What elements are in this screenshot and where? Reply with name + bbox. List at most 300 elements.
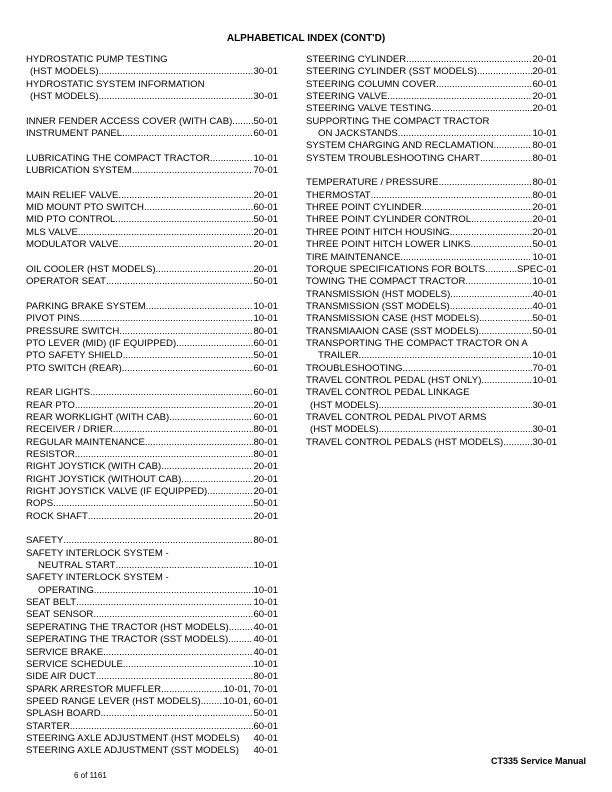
index-entry-text: REAR WORKLIGHT (WITH CAB)	[26, 411, 170, 423]
index-gap	[26, 375, 278, 387]
index-entry	[26, 128, 278, 140]
index-entry	[26, 363, 278, 375]
index-entry-page: 10-01	[253, 597, 278, 609]
index-entry	[306, 375, 557, 387]
index-entry-text: MAIN RELIEF VALVE	[26, 189, 119, 201]
index-entry-text: INSTRUMENT PANEL	[26, 128, 123, 140]
dot-leader	[422, 202, 533, 214]
index-entry	[26, 572, 278, 584]
index-entry	[26, 597, 278, 609]
index-entry-text: TRANSMISSION (HST MODELS)	[306, 288, 451, 300]
index-entry-page: 30-01	[253, 91, 278, 103]
index-entry-page: 10-01, 60-01	[223, 695, 278, 707]
index-entry-text: RIGHT JOYSTICK VALVE (IF EQUIPPED)	[26, 486, 208, 498]
index-entry	[26, 659, 278, 671]
dot-leader	[436, 79, 532, 91]
index-entry-text: ROCK SHAFT	[26, 510, 88, 522]
index-entry-text: SPLASH BOARD	[26, 708, 101, 720]
dot-leader	[239, 745, 254, 757]
index-entry-page: 60-01	[253, 387, 278, 399]
index-entry-text: THREE POINT HITCH HOUSING	[306, 226, 450, 238]
index-entry-text: TRAVEL CONTROL PEDAL LINKAGE	[306, 387, 470, 399]
index-entry-text: SERVICE SCHEDULE	[26, 658, 123, 670]
index-entry-page: 70-01	[532, 362, 557, 374]
index-entry-text: STARTER	[26, 720, 70, 732]
index-entry	[26, 684, 278, 696]
index-entry-text: SYSTEM CHARGING AND RECLAMATION	[306, 140, 494, 152]
index-entry	[26, 313, 278, 325]
dot-leader	[465, 276, 532, 288]
index-entry	[26, 79, 278, 91]
index-entry	[26, 190, 278, 202]
dot-leader	[481, 375, 532, 387]
index-entry-text: PARKING BRAKE SYSTEM	[26, 300, 146, 312]
dot-leader	[503, 437, 532, 449]
index-entry-text: SEAT SENSOR	[26, 609, 94, 621]
index-entry-page: 10-01, 70-01	[223, 683, 278, 695]
index-entry-page: 60-01	[253, 362, 278, 374]
dot-leader	[485, 264, 517, 276]
index-entry	[306, 252, 557, 264]
index-entry-page: 50-01	[253, 276, 278, 288]
dot-leader	[169, 548, 278, 560]
index-entry	[26, 671, 278, 683]
index-entry-page: 20-01	[253, 263, 278, 275]
index-entry	[306, 363, 557, 375]
index-entry	[26, 733, 278, 745]
index-gap	[26, 523, 278, 535]
index-entry-page: 20-01	[253, 226, 278, 238]
dot-leader	[489, 116, 557, 128]
dot-leader	[400, 252, 532, 264]
index-entry	[26, 449, 278, 461]
index-entry-page: 60-01	[253, 411, 278, 423]
index-entry	[26, 634, 278, 646]
dot-leader	[145, 437, 254, 449]
index-column-left	[26, 54, 278, 758]
index-entry-page: 10-01	[532, 276, 557, 288]
index-entry	[306, 190, 557, 202]
dot-leader	[207, 486, 253, 498]
index-entry-text: TRAVEL CONTROL PEDAL (HST ONLY)	[306, 374, 482, 386]
index-entry-text: RIGHT JOYSTICK (WITHOUT CAB)	[26, 473, 182, 485]
index-entry	[306, 400, 557, 412]
index-entry	[306, 350, 557, 362]
page-title: ALPHABETICAL INDEX (CONT'D)	[226, 33, 386, 44]
dot-leader	[201, 696, 224, 708]
index-entry	[26, 745, 278, 757]
index-entry-page: 10-01	[532, 128, 557, 140]
index-gap	[26, 177, 278, 189]
index-entry-text: SPEED RANGE LEVER (HST MODELS)	[26, 695, 201, 707]
dot-leader	[398, 128, 533, 140]
index-entry-page: 30-01	[532, 436, 557, 448]
index-entry-text: OPERATOR SEAT	[26, 276, 106, 288]
index-entry	[26, 461, 278, 473]
index-entry	[306, 313, 557, 325]
index-entry-text: NEUTRAL START	[38, 560, 116, 572]
dot-leader	[477, 66, 533, 78]
index-gap	[26, 252, 278, 264]
index-entry-page: 80-01	[532, 140, 557, 152]
index-entry-page: 30-01	[532, 424, 557, 436]
dot-leader	[228, 634, 253, 646]
dot-leader	[371, 190, 533, 202]
index-entry	[306, 128, 557, 140]
index-entry-page: 50-01	[532, 239, 557, 251]
index-entry	[306, 239, 557, 251]
dot-leader	[90, 387, 253, 399]
index-entry-text: RESISTOR	[26, 449, 75, 460]
index-entry	[26, 54, 278, 66]
index-entry	[306, 177, 557, 189]
index-entry-page: 80-01	[532, 177, 557, 189]
index-entry-page: 60-01	[253, 337, 278, 349]
dot-leader	[470, 387, 558, 399]
dot-leader	[169, 572, 278, 584]
index-entry	[26, 437, 278, 449]
index-entry-text: OIL COOLER (HST MODELS)	[26, 263, 156, 275]
index-entry-text: SPARK ARRESTOR MUFFLER	[26, 683, 162, 695]
index-entry	[26, 214, 278, 226]
index-entry-text: LUBRICATION SYSTEM	[26, 165, 132, 177]
dot-leader	[471, 214, 532, 226]
dot-leader	[63, 535, 253, 547]
dot-leader	[123, 659, 254, 671]
index-entry	[26, 400, 278, 412]
index-gap	[26, 103, 278, 115]
index-gap	[306, 165, 557, 177]
index-entry-page: 30-01	[253, 66, 278, 78]
dot-leader	[99, 91, 254, 103]
dot-leader	[479, 326, 533, 338]
index-entry-page: 50-01	[532, 325, 557, 337]
index-entry-page: 80-01	[253, 535, 278, 547]
index-entry	[26, 696, 278, 708]
dot-leader	[379, 400, 533, 412]
index-entry-page: 70-01	[253, 165, 278, 177]
dot-leader	[379, 424, 533, 436]
dot-leader	[101, 708, 254, 720]
index-entry-page: 80-01	[253, 449, 278, 460]
page-number: 6 of 1161	[74, 771, 107, 780]
index-entry-page: 40-01	[253, 745, 278, 757]
index-entry	[306, 387, 557, 399]
dot-leader	[75, 400, 254, 412]
index-entry-page: 80-01	[253, 671, 278, 683]
index-entry-text: PTO SAFETY SHIELD	[26, 350, 123, 362]
index-entry	[26, 66, 278, 78]
dot-leader	[161, 461, 253, 473]
index-entry	[26, 153, 278, 165]
index-entry-text: PTO LEVER (MID) (IF EQUIPPED)	[26, 337, 177, 349]
dot-leader	[75, 449, 254, 461]
index-entry-page: 10-01	[532, 350, 557, 362]
index-entry-page: 50-01	[253, 708, 278, 720]
dot-leader	[486, 412, 557, 424]
index-entry-text: STEERING CYLINDER	[306, 54, 407, 65]
index-entry-page: 10-01	[253, 658, 278, 670]
dot-leader	[123, 350, 254, 362]
dot-leader	[210, 153, 254, 165]
index-entry	[26, 91, 278, 103]
index-entry-text: TRANSPORTING THE COMPACT TRACTOR ON A	[306, 337, 528, 349]
dot-leader	[181, 474, 253, 486]
dot-leader	[144, 202, 253, 214]
index-entry	[306, 276, 557, 288]
index-entry	[306, 54, 557, 66]
index-entry-text: MID PTO CONTROL	[26, 214, 116, 226]
index-entry-text: TRAVEL CONTROL PEDAL PIVOT ARMS	[306, 411, 487, 423]
index-entry	[26, 276, 278, 288]
index-entry-page: 10-01	[253, 560, 278, 572]
index-entry	[26, 609, 278, 621]
dot-leader	[169, 412, 253, 424]
index-entry	[26, 239, 278, 251]
index-entry-text: TIRE MAINTENANCE	[306, 251, 401, 263]
index-entry	[26, 535, 278, 547]
index-entry	[26, 560, 278, 572]
index-entry-text: SEPERATING THE TRACTOR (SST MODELS)	[26, 634, 229, 646]
index-entry-page: 50-01	[253, 214, 278, 226]
index-entry-text: TROUBLESHOOTING	[306, 362, 403, 374]
index-entry-page: 20-01	[253, 486, 278, 498]
index-entry	[26, 326, 278, 338]
dot-leader	[161, 684, 224, 696]
index-entry-text: RIGHT JOYSTICK (WITH CAB)	[26, 461, 162, 473]
index-entry	[26, 708, 278, 720]
index-entry	[26, 227, 278, 239]
index-entry-page: 60-01	[253, 128, 278, 140]
dot-leader	[116, 560, 254, 572]
index-entry-text: RECEIVER / DRIER	[26, 424, 113, 436]
index-entry-text: TRAILER	[318, 350, 359, 362]
dot-leader	[132, 165, 254, 177]
index-entry	[306, 153, 557, 165]
dot-leader	[113, 424, 254, 436]
dot-leader	[118, 190, 253, 202]
dot-leader	[359, 350, 533, 362]
dot-leader	[493, 140, 532, 152]
index-entry-text: (HST MODELS)	[30, 91, 99, 103]
index-entry-text: SEPERATING THE TRACTOR (HST MODELS)	[26, 621, 229, 633]
dot-leader	[450, 301, 533, 313]
index-entry	[306, 202, 557, 214]
dot-leader	[528, 338, 557, 350]
index-entry	[306, 289, 557, 301]
dot-leader	[205, 79, 278, 91]
index-entry	[26, 511, 278, 523]
index-entry-page: 50-01	[253, 498, 278, 510]
index-entry	[306, 140, 557, 152]
index-entry-page: 10-01	[532, 251, 557, 263]
dot-leader	[239, 733, 253, 745]
index-entry-page: 40-01	[532, 300, 557, 312]
index-entry-text: SAFETY INTERLOCK SYSTEM -	[26, 547, 169, 559]
index-entry	[26, 474, 278, 486]
index-entry-page: 10-01	[253, 152, 278, 164]
dot-leader	[402, 363, 532, 375]
index-entry	[26, 585, 278, 597]
index-entry-page: 20-01	[532, 66, 557, 78]
index-entry-text: THREE POINT CYLINDER CONTROL	[306, 214, 472, 226]
index-entry-text: MLS VALVE	[26, 226, 78, 238]
index-entry-text: SIDE AIR DUCT	[26, 671, 96, 683]
index-entry-text: (HST MODELS)	[310, 399, 379, 411]
dot-leader	[479, 313, 532, 325]
index-entry-text: TORQUE SPECIFICATIONS FOR BOLTS	[306, 263, 486, 275]
dot-leader	[431, 103, 532, 115]
index-entry-text: SEAT BELT	[26, 597, 77, 609]
index-entry	[26, 202, 278, 214]
index-entry-text: THREE POINT HITCH LOWER LINKS	[306, 239, 471, 251]
dot-leader	[439, 177, 533, 189]
index-entry	[306, 79, 557, 91]
dot-leader	[176, 338, 253, 350]
index-entry-page: 40-01	[253, 634, 278, 646]
dot-leader	[480, 153, 532, 165]
index-entry	[26, 350, 278, 362]
dot-leader	[70, 721, 254, 733]
index-entry-page: 80-01	[253, 424, 278, 436]
index-entry	[26, 338, 278, 350]
index-entry-page: 20-01	[532, 54, 557, 65]
index-entry	[26, 647, 278, 659]
index-entry-text: LUBRICATING THE COMPACT TRACTOR	[26, 152, 210, 164]
index-entry-text: PIVOT PINS	[26, 313, 80, 325]
index-entry	[306, 338, 557, 350]
index-entry-text: TRANSMISSION (SST MODELS)	[306, 300, 450, 312]
index-entry-page: SPEC-01	[517, 263, 557, 275]
dot-leader	[471, 239, 533, 251]
index-entry	[26, 387, 278, 399]
index-entry-text: MODULATOR VALVE	[26, 239, 119, 251]
index-entry-page: 30-01	[532, 399, 557, 411]
index-entry	[306, 103, 557, 115]
dot-leader	[122, 128, 253, 140]
index-entry-page: 20-01	[253, 510, 278, 522]
index-entry-text: TRANSMIAAION CASE (SST MODELS)	[306, 325, 479, 337]
index-entry-page: 20-01	[253, 189, 278, 201]
index-entry-page: 40-01	[532, 288, 557, 300]
index-entry	[26, 548, 278, 560]
index-entry	[306, 326, 557, 338]
dot-leader	[106, 276, 253, 288]
index-entry-page: 20-01	[532, 202, 557, 214]
index-entry	[26, 116, 278, 128]
index-entry-page: 20-01	[253, 461, 278, 473]
index-entry-page: 20-01	[253, 239, 278, 251]
index-entry	[306, 91, 557, 103]
index-entry-page: 10-01	[253, 584, 278, 596]
dot-leader	[53, 498, 253, 510]
index-entry	[306, 227, 557, 239]
dot-leader	[146, 301, 254, 313]
dot-leader	[450, 289, 532, 301]
index-entry-text: TRANSMISSION CASE (HST MODELS)	[306, 313, 480, 325]
index-column-right	[306, 54, 557, 449]
index-entry-page: 20-01	[532, 214, 557, 226]
dot-leader	[229, 622, 254, 634]
index-entry	[26, 165, 278, 177]
index-entry-text: STEERING VALVE TESTING	[306, 103, 432, 115]
index-entry-page: 40-01	[253, 621, 278, 633]
index-entry-page: 10-01	[253, 313, 278, 325]
dot-leader	[406, 54, 532, 66]
index-entry-text: HYDROSTATIC PUMP TESTING	[26, 54, 168, 65]
index-entry-page: 80-01	[253, 325, 278, 337]
index-entry-text: SUPPORTING THE COMPACT TRACTOR	[306, 115, 490, 127]
index-entry	[26, 498, 278, 510]
dot-leader	[78, 227, 254, 239]
index-entry	[26, 301, 278, 313]
index-entry-page: 20-01	[253, 473, 278, 485]
index-entry	[26, 486, 278, 498]
dot-leader	[76, 597, 253, 609]
index-gap	[26, 289, 278, 301]
index-entry-text: TOWING THE COMPACT TRACTOR	[306, 276, 466, 288]
dot-leader	[94, 585, 254, 597]
dot-leader	[119, 239, 254, 251]
index-entry-text: SERVICE BRAKE	[26, 646, 104, 658]
index-entry-text: ON JACKSTANDS	[318, 128, 398, 140]
index-entry-page: 60-01	[532, 78, 557, 90]
index-entry-text: PRESSURE SWITCH	[26, 325, 120, 337]
dot-leader	[168, 54, 278, 66]
index-entry-page: 50-01	[253, 115, 278, 127]
index-entry	[26, 424, 278, 436]
dot-leader	[156, 264, 254, 276]
index-entry-page: 40-01	[253, 732, 278, 744]
index-entry-text: MID MOUNT PTO SWITCH	[26, 202, 144, 214]
index-entry	[306, 424, 557, 436]
index-entry-page: 60-01	[253, 720, 278, 732]
index-entry-text: STEERING COLUMN COVER	[306, 78, 437, 90]
index-entry-text: INNER FENDER ACCESS COVER (WITH CAB)	[26, 115, 233, 127]
index-entry	[306, 301, 557, 313]
index-gap	[26, 140, 278, 152]
index-entry-page: 10-01	[532, 374, 557, 386]
index-entry	[306, 437, 557, 449]
index-entry-page: 50-01	[253, 350, 278, 362]
dot-leader	[387, 91, 532, 103]
index-entry	[26, 264, 278, 276]
index-entry-page: 60-01	[253, 202, 278, 214]
dot-leader	[88, 511, 254, 523]
index-entry-page: 20-01	[532, 226, 557, 238]
index-entry	[306, 412, 557, 424]
index-entry-text: STEERING AXLE ADJUSTMENT (HST MODELS)	[26, 732, 240, 744]
index-entry-text: SAFETY INTERLOCK SYSTEM -	[26, 572, 169, 584]
index-entry-text: THREE POINT CYLINDER	[306, 202, 422, 214]
index-entry-page: 50-01	[532, 313, 557, 325]
index-entry	[306, 116, 557, 128]
index-entry	[26, 721, 278, 733]
index-entry	[306, 214, 557, 226]
index-entry-page: 20-01	[253, 399, 278, 411]
index-entry-text: PTO SWITCH (REAR)	[26, 362, 122, 374]
index-entry-page: 80-01	[532, 152, 557, 164]
index-entry-page: 40-01	[253, 646, 278, 658]
index-entry	[306, 264, 557, 276]
index-entry	[306, 66, 557, 78]
index-entry-text: OPERATING	[38, 584, 94, 596]
index-entry	[26, 412, 278, 424]
index-entry-page: 60-01	[253, 609, 278, 621]
dot-leader	[450, 227, 533, 239]
index-entry-text: STEERING AXLE ADJUSTMENT (SST MODELS)	[26, 745, 239, 757]
index-entry-page: 20-01	[532, 91, 557, 103]
